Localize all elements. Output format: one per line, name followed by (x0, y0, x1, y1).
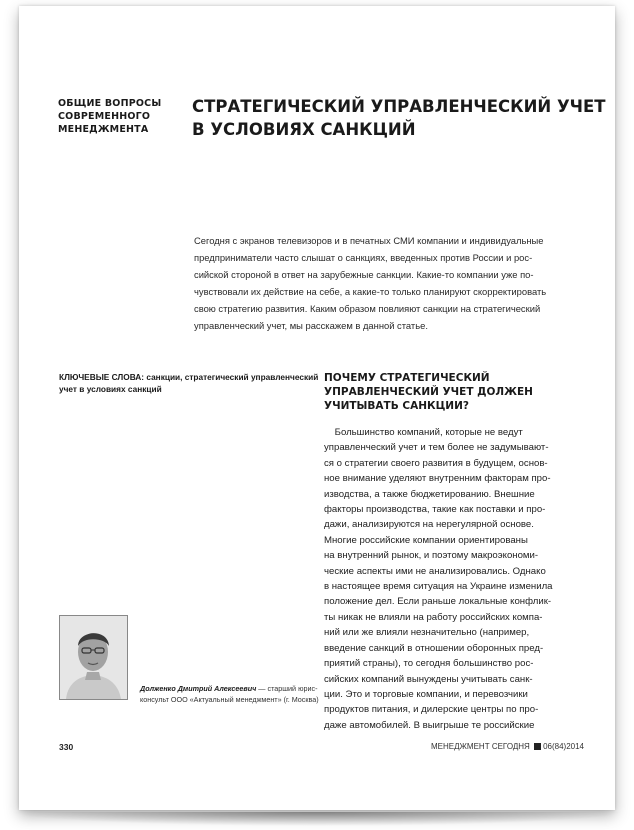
lead-line: управленческий учет, мы расскажем в данной статье. (194, 320, 428, 331)
body-line: Большинство компаний, которые не ведут (324, 427, 523, 438)
author-role: — старший юрис- (256, 684, 318, 693)
page-shadow (8, 812, 626, 826)
body-line: даже автомобилей. В выигрыше те российские (324, 719, 535, 731)
keywords-line: учет в условиях санкций (59, 384, 162, 394)
lead-paragraph (194, 232, 574, 334)
page-number: 330 (59, 742, 74, 752)
author-photo (59, 615, 128, 700)
section-label-line: МЕНЕДЖМЕНТА (58, 124, 149, 135)
body-line: Многие российские компании ориентированы (324, 534, 528, 546)
body-line: ческие аспекты ими не анализировались. Однако (324, 565, 546, 577)
issue-number: 06(84)2014 (543, 742, 584, 751)
section-label-line: ОБЩИЕ ВОПРОСЫ (58, 98, 162, 109)
lead-line: предприниматели часто слышат о санкциях, введенных против России и рос- (194, 252, 533, 263)
section-heading (324, 371, 533, 413)
body-line: изводства, а также бюджетированию. Внешние (324, 488, 535, 500)
body-line: ний или же влияли незначительно (например, (324, 627, 530, 639)
square-icon (534, 743, 541, 750)
body-line: управленческий учет и тем более не задумывают- (324, 442, 549, 454)
body-line: ное внимание уделяют внутренним факторам про- (324, 473, 551, 485)
section-heading-line: УПРАВЛЕНЧЕСКИЙ УЧЕТ ДОЛЖЕН (324, 386, 533, 398)
article-title-line: В УСЛОВИЯХ САНКЦИЙ (192, 120, 416, 139)
journal-footer (431, 742, 584, 751)
body-line: введение санкций в отношении оборонных пред- (324, 642, 544, 654)
keywords-label: КЛЮЧЕВЫЕ СЛОВА: (59, 372, 145, 382)
author-portrait-image (60, 616, 127, 699)
body-line: приятий страны), то сегодня большинство рос- (324, 658, 534, 670)
body-line: ся о стратегии своего развития в будущем, основ- (324, 457, 548, 469)
body-line: положение дел. Если раньше локальные конфлик- (324, 596, 552, 608)
article-title (192, 95, 606, 141)
section-heading-line: ПОЧЕМУ СТРАТЕГИЧЕСКИЙ (324, 372, 490, 384)
author-name: Долженко Дмитрий Алексеевич (140, 684, 257, 693)
lead-line: сийской стороной в ответ на зарубежные санкции. Какие-то компании уже по- (194, 269, 534, 280)
section-heading-line: УЧИТЫВАТЬ САНКЦИИ? (324, 400, 469, 412)
body-line: в настоящее время ситуация на Украине изменила (324, 581, 553, 593)
body-line: дажи, анализируются на нерегулярной основе. (324, 519, 534, 531)
body-line: продуктов питания, и дилерские центры по про- (324, 704, 539, 716)
keywords (59, 371, 319, 395)
author-caption-line: консульт ООО «Актуальный менеджмент» (г. Москва) (140, 695, 319, 704)
body-line: ты никак не влияли на работу российских компа- (324, 611, 543, 623)
body-line: факторы производства, такие как поставки и про- (324, 504, 546, 516)
section-label (58, 97, 178, 136)
lead-line: свою стратегию развития. Каким образом повлияют санкции на стратегический (194, 303, 541, 314)
keywords-text: санкции, стратегический управленческий (144, 372, 319, 382)
body-line: ции. Это и торговые компании, и перевозчики (324, 688, 528, 700)
lead-line: чувствовали их действие на себе, а какие-то только планируют скорректировать (194, 286, 547, 297)
body-line: на внутренний рынок, и поэтому макроэкономи- (324, 550, 539, 562)
body-text (324, 425, 584, 733)
section-label-line: СОВРЕМЕННОГО (58, 111, 151, 122)
keywords-line (59, 371, 319, 383)
author-caption (140, 683, 319, 705)
author-caption-line (140, 683, 319, 694)
article-title-line: СТРАТЕГИЧЕСКИЙ УПРАВЛЕНЧЕСКИЙ УЧЕТ (192, 97, 606, 116)
body-line: сийских компаний вынуждены учитывать санк- (324, 673, 533, 685)
journal-name: МЕНЕДЖМЕНТ СЕГОДНЯ (431, 742, 530, 751)
lead-line: Сегодня с экранов телевизоров и в печатных СМИ компании и индивидуальные (194, 235, 544, 246)
